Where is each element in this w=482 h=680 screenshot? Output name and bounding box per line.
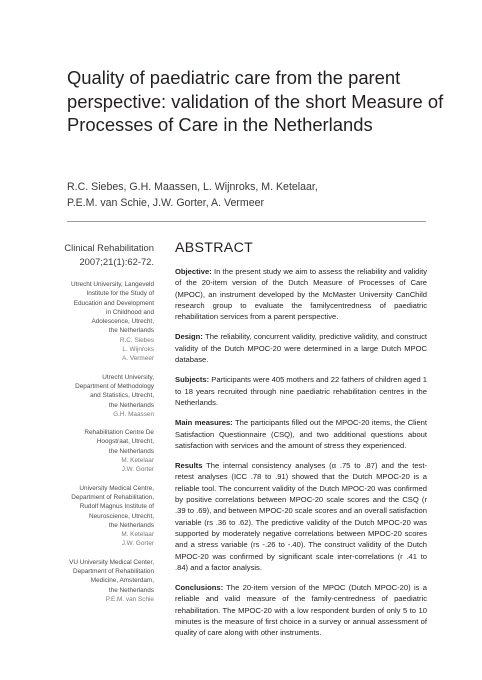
affiliation-line: VU University Medical Center, <box>69 558 154 566</box>
abstract-heading: ABSTRACT <box>175 240 254 256</box>
affiliation-line: University Medical Centre, <box>79 484 154 492</box>
affiliation-line: Hoogstraat, Utrecht, <box>96 438 154 446</box>
affiliation-line: the Netherlands <box>108 586 154 594</box>
affiliation-block <box>20 558 154 604</box>
section-label: Conclusions: <box>175 583 224 593</box>
section-label: Results <box>175 461 203 471</box>
section-text: The participants filled out the MPOC-20 items, the Client Satisfaction Questionnaire (CSQ), and two additional questions about satisfaction with services and the amount of stress they experienced. <box>175 418 427 450</box>
abstract-subjects <box>175 374 427 408</box>
journal-citation <box>20 241 154 268</box>
section-label: Design: <box>175 332 203 342</box>
section-label: Main measures: <box>175 418 233 428</box>
affiliation-author: M. Ketelaar <box>121 457 154 465</box>
affiliation-author: L. Wijnroks <box>122 346 154 354</box>
affiliation-line: Department of Rehabilitation <box>73 568 154 576</box>
affiliation-author: R.C. Siebes <box>119 336 154 344</box>
author-line: P.E.M. van Schie, J.W. Gorter, A. Vermeer <box>67 196 265 209</box>
author-line: R.C. Siebes, G.H. Maassen, L. Wijnroks, M. Ketelaar, <box>67 181 318 193</box>
affiliation-line: the Netherlands <box>108 521 154 529</box>
author-list <box>67 180 447 211</box>
abstract-design <box>175 331 427 365</box>
affiliation-author: M. Ketelaar <box>121 531 154 539</box>
affiliation-line: Institute for the Study of <box>86 290 154 298</box>
header-divider <box>67 221 426 222</box>
affiliation-line: Rehabilitation Centre De <box>84 429 154 437</box>
affiliation-line: Department of Methodology <box>75 382 154 390</box>
section-label: Objective: <box>175 267 212 276</box>
paper-title: Quality of paediatric care from the parent perspective: validation of the short Measure of Processes of Care in the Netherlands <box>67 67 444 135</box>
affiliation-line: Utrecht University, <box>102 373 154 381</box>
affiliation-block <box>20 280 154 364</box>
abstract-objective <box>175 266 427 322</box>
journal-volume: 2007;21(1):62-72. <box>79 255 154 267</box>
affiliation-block <box>20 373 154 419</box>
affiliation-line: the Netherlands <box>108 447 154 455</box>
affiliation-line: Adolescence, Utrecht, <box>91 318 154 326</box>
section-text: The reliability, concurrent validity, predictive validity, and construct validity of the Dutch MPOC-20 were determined in a large Dutch MPOC database. <box>175 332 427 365</box>
affiliation-line: in Childhood and <box>106 308 154 316</box>
section-text: Participants were 405 mothers and 22 fathers of children aged 1 to 18 years recruited through nine paediatric rehabilitation centres in the Netherlands. <box>175 375 428 407</box>
affiliation-line: Rudolf Magnus Institute of <box>79 503 154 511</box>
affiliation-line: Neuroscience, Utrecht, <box>89 512 154 520</box>
affiliation-line: the Netherlands <box>108 401 154 409</box>
affiliation-author: J.W. Gorter <box>121 466 154 474</box>
abstract-results <box>175 460 427 573</box>
section-text: The internal consistency analyses (α .75 to .87) and the test-retest analyses (ICC .78 to .91) showed that the Dutch MPOC-20 is a reliable tool. The concurrent validity of the Dutch MPOC-20 was confirmed by positive correlations between MPOC-20 scale scores and the CSQ (r .39 to .69), and between MPOC-20 scale scores and an overall satisfaction variable (rs .36 to .62). The predictive validity of the Dutch MPOC-20 was supported by moderately negative correlations between MPOC-20 scores and a stress variable (rs -.26 to -.40). The construct validity of the Dutch MPOC-20 was confirmed by significant scale inter-correlations (r .41 to .84) and a factor analysis. <box>175 461 427 572</box>
affiliation-line: Department of Rehabilitation, <box>71 493 154 501</box>
affiliation-line: Medicine, Amsterdam, <box>90 577 154 585</box>
abstract-section <box>175 239 427 648</box>
affiliation-block <box>20 428 154 474</box>
affiliation-sidebar <box>20 241 154 613</box>
abstract-main-measures <box>175 417 427 451</box>
affiliation-line: the Netherlands <box>108 327 154 335</box>
affiliation-author: J.W. Gorter <box>121 540 154 548</box>
section-text: In the present study we aim to assess the reliability and validity of the 20-item version of the Dutch Measure of Processes of Care (MPOC), an instrument developed by the McMaster University CanChild research group to evaluate the familycentredness of paediatric rehabilitation services from a parent perspective. <box>175 267 427 322</box>
affiliation-line: Education and Development <box>73 299 154 307</box>
affiliation-author: A. Vermeer <box>122 355 154 363</box>
journal-name: Clinical Rehabilitation <box>64 242 154 253</box>
abstract-conclusions <box>175 582 427 638</box>
section-text: The 20-item version of the MPOC (Dutch MPOC-20) is a reliable and valid measure of the family-centredness of paediatric rehabilitation. The MPOC-20 with a low respondent burden of only 5 to 10 minutes is the measure of first choice in a survey or annual assessment of quality of care along with other instruments. <box>175 583 427 638</box>
affiliation-author: G.H. Maassen <box>113 410 154 418</box>
affiliation-block <box>20 484 154 549</box>
section-label: Subjects: <box>175 375 210 385</box>
affiliation-line: and Statistics, Utrecht, <box>90 392 154 400</box>
affiliation-author: P.E.M. van Schie <box>105 595 154 603</box>
affiliation-line: Utrecht University, Langeveld <box>71 281 154 288</box>
